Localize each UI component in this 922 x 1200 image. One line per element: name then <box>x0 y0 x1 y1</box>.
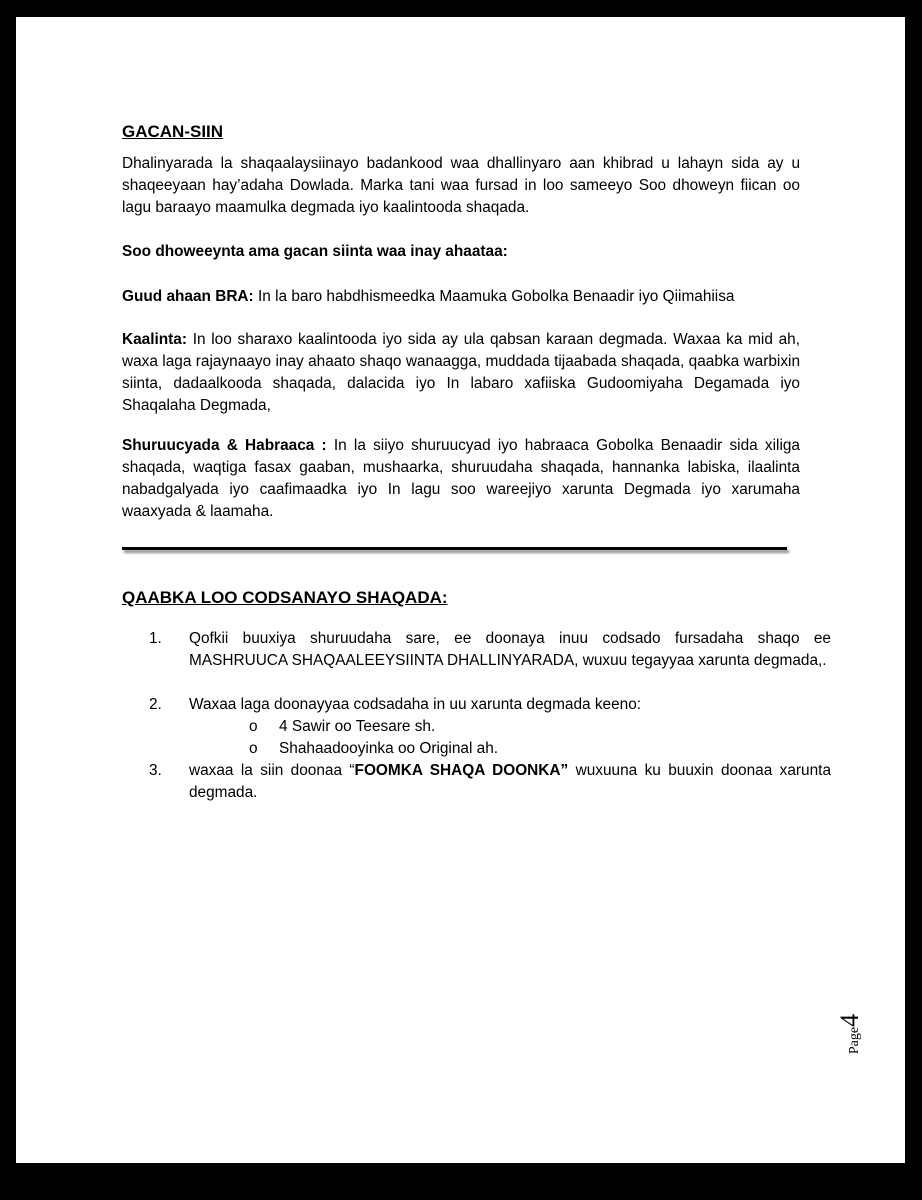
bullet-circle-icon: o <box>249 740 258 757</box>
sublist-item <box>249 738 649 760</box>
form-name: FOOMKA SHAQA DOONKA” <box>354 762 569 779</box>
list-text <box>189 760 831 804</box>
section-heading-qaabka: QAABKA LOO CODSANAYO SHAQADA: <box>122 588 448 607</box>
intro-paragraph: Dhalinyarada la shaqaalaysiinayo badankood waa dhallinyaro aan khibrad u lahayn sida ay u shaqeeyaan hay’adaha Dowlada. Marka tani waa fursad in loo sameeyo Soo dhoweyn fiican oo lagu baraayo maamulka degmada iyo kaalintooda shaqada. <box>122 155 800 216</box>
list-number: 2. <box>149 696 162 713</box>
item-label: Shuruucyada & Habraaca : <box>122 437 327 454</box>
item-kaalinta <box>122 329 800 417</box>
item-label: Guud ahaan BRA: <box>122 288 254 305</box>
section-heading-gacan-siin: GACAN-SIIN <box>122 122 224 141</box>
item-text: In loo sharaxo kaalintooda iyo sida ay ula qabsan karaan degmada. Waxaa ka mid ah, waxa laga rajaynaayo inay ahaato shaqo wanaagga, muddada tijaabada shaqada, qaabka warbixin siinta, dadaalkooda shaqada, dalacida iyo In labaro xafiiska Gudoomiyaha Degamada iyo Shaqalaha Degmada, <box>122 331 800 414</box>
page-number-value: 4 <box>835 1013 865 1027</box>
bullet-circle-icon: o <box>249 718 258 735</box>
item-shuruucyada <box>122 435 800 523</box>
document-page <box>16 17 905 1163</box>
list-text: Qofkii buuxiya shuruudaha sare, ee doonaya inuu codsado fursadaha shaqo ee MASHRUUCA SHAQAALEEYSIINTA DHALLINYARADA, wuxuu tegayyaa xarunta degmada,. <box>189 630 831 669</box>
list-text: Waxaa laga doonayyaa codsadaha in uu xarunta degmada keeno: <box>189 696 642 713</box>
sublist-text: 4 Sawir oo Teesare sh. <box>279 718 436 735</box>
sublist-item <box>249 716 649 738</box>
list-number: 3. <box>149 762 162 779</box>
page-label: Page <box>847 1026 863 1055</box>
item-guud-ahaan <box>122 286 800 308</box>
item-text: In la baro habdhismeedka Maamuka Gobolka Benaadir iyo Qiimahiisa <box>253 288 735 305</box>
sublist-text: Shahaadooyinka oo Original ah. <box>279 740 499 757</box>
section-divider <box>122 547 787 550</box>
list-number: 1. <box>149 630 162 647</box>
list-text-pre: waxaa la siin doonaa “ <box>189 762 355 779</box>
list-text-post: wuxuuna ku buuxin doonaa xarunta degmada. <box>189 762 832 801</box>
list-item-1 <box>149 628 831 694</box>
list-item-2 <box>149 694 831 716</box>
item-label: Kaalinta: <box>122 331 187 348</box>
page-number <box>836 997 896 1077</box>
subheading: Soo dhoweeynta ama gacan siinta waa inay ahaataa: <box>122 243 508 260</box>
item-text: In la siiyo shuruucyad iyo habraaca Gobolka Benaadir sida xiliga shaqada, waqtiga fasax gaaban, mushaarka, shuruudaha shaqada, hannanka labiska, ilaalinta nabadgalyada iyo caafimaadka iyo In lagu soo wareejiyo xarunta Degmada iyo xarumaha waaxyada & laamaha. <box>122 437 800 520</box>
list-item-3 <box>149 760 831 804</box>
